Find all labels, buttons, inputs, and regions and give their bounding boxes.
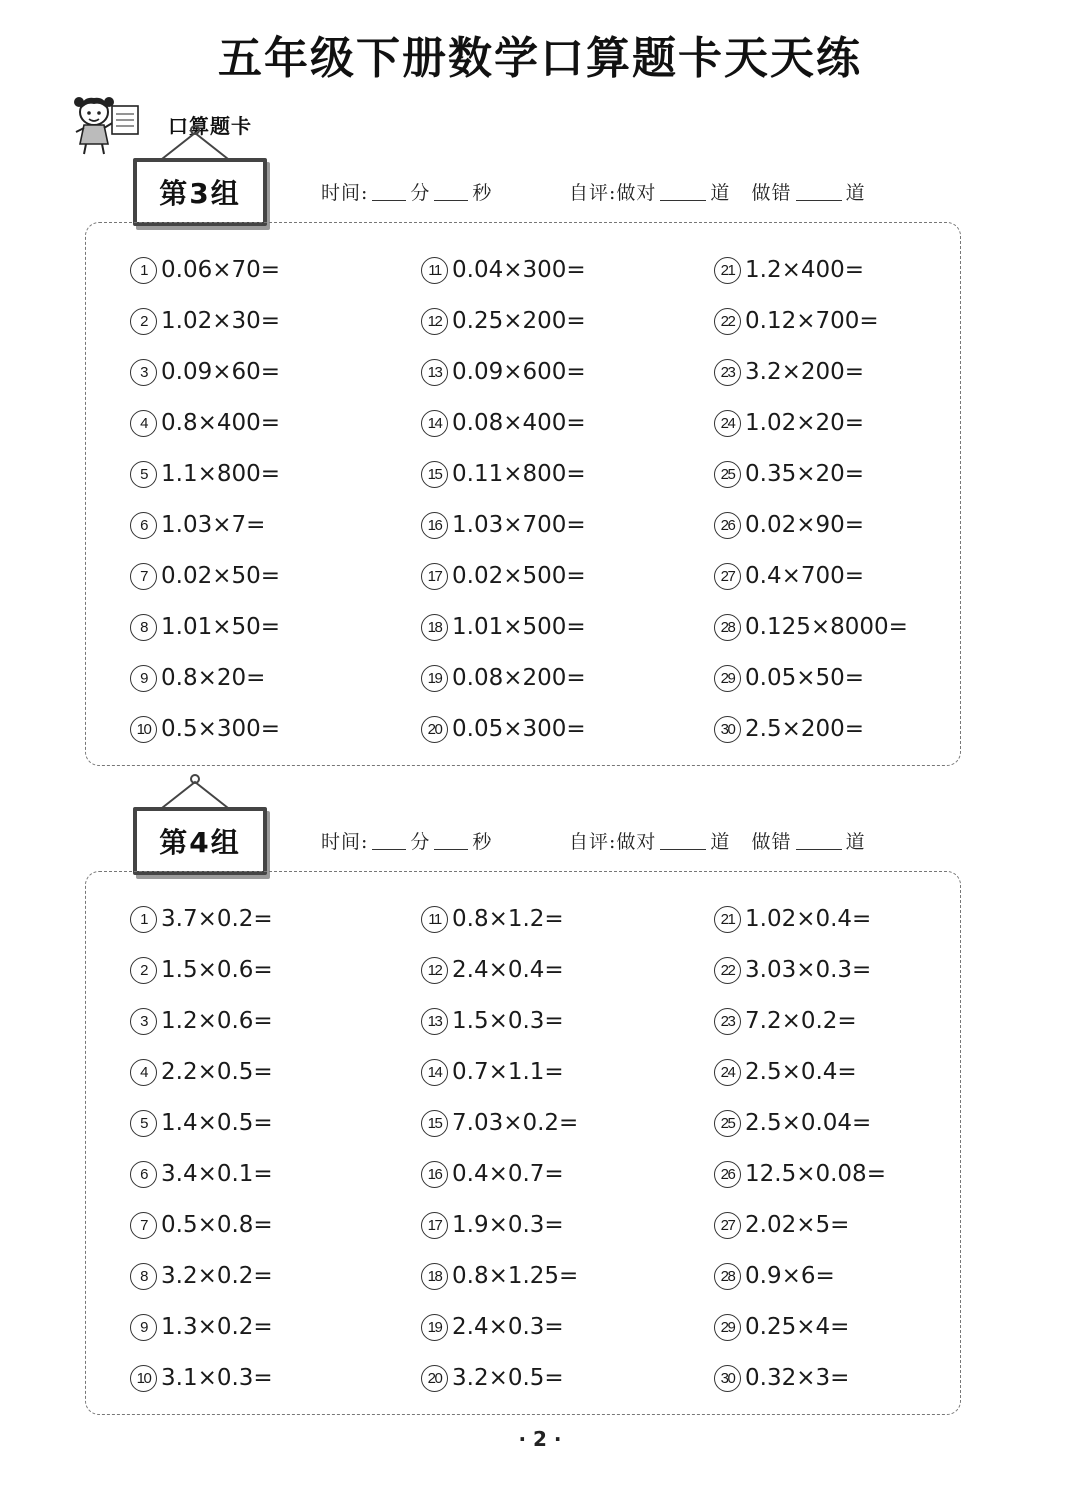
problem-item xyxy=(421,558,586,594)
problem-expression: 3.7×0.2= xyxy=(161,906,273,932)
problem-item xyxy=(421,609,586,645)
problem-number: 18 xyxy=(421,1263,448,1290)
problem-expression: 0.09×600= xyxy=(452,359,586,385)
problem-expression: 1.9×0.3= xyxy=(452,1212,564,1238)
problem-number: 3 xyxy=(130,1008,157,1035)
problem-item xyxy=(714,1156,886,1192)
problem-expression: 0.32×3= xyxy=(745,1365,850,1391)
problem-item xyxy=(714,252,864,288)
problem-item xyxy=(714,1105,871,1141)
problem-item xyxy=(130,405,280,441)
problem-number: 28 xyxy=(714,1263,741,1290)
minutes-blank[interactable] xyxy=(372,182,406,201)
problem-item xyxy=(714,405,864,441)
problem-expression: 0.8×1.2= xyxy=(452,906,564,932)
problem-number: 29 xyxy=(714,1314,741,1341)
problem-expression: 3.03×0.3= xyxy=(745,957,872,983)
problem-number: 21 xyxy=(714,257,741,284)
problem-expression: 0.05×300= xyxy=(452,716,586,742)
problem-expression: 0.08×400= xyxy=(452,410,586,436)
page-title: 五年级下册数学口算题卡天天练 xyxy=(218,33,862,84)
seconds-blank[interactable] xyxy=(434,182,468,201)
problem-expression: 3.4×0.1= xyxy=(161,1161,273,1187)
problem-number: 21 xyxy=(714,906,741,933)
problem-number: 8 xyxy=(130,614,157,641)
problem-number: 15 xyxy=(421,1110,448,1137)
problem-number: 10 xyxy=(130,716,157,743)
problem-item xyxy=(130,609,280,645)
problem-expression: 0.04×300= xyxy=(452,257,586,283)
problem-expression: 2.02×5= xyxy=(745,1212,850,1238)
problem-item xyxy=(130,456,280,492)
problem-expression: 2.4×0.4= xyxy=(452,957,564,983)
problem-number: 14 xyxy=(421,410,448,437)
problem-item xyxy=(421,1309,564,1345)
problem-item xyxy=(130,1003,273,1039)
problem-expression: 1.5×0.3= xyxy=(452,1008,564,1034)
problem-expression: 0.25×4= xyxy=(745,1314,850,1340)
problem-expression: 0.8×400= xyxy=(161,410,281,436)
problem-item xyxy=(130,1360,273,1396)
problem-expression: 1.4×0.5= xyxy=(161,1110,273,1136)
problem-number: 5 xyxy=(130,461,157,488)
problem-item xyxy=(130,1156,273,1192)
problem-number: 6 xyxy=(130,512,157,539)
problem-expression: 12.5×0.08= xyxy=(745,1161,886,1187)
problem-item xyxy=(421,1003,564,1039)
problem-item xyxy=(130,1207,273,1243)
group-4-section xyxy=(0,799,1080,1419)
problem-number: 11 xyxy=(421,906,448,933)
problem-expression: 0.08×200= xyxy=(452,665,586,691)
problem-number: 14 xyxy=(421,1059,448,1086)
problem-expression: 0.4×0.7= xyxy=(452,1161,564,1187)
problem-number: 25 xyxy=(714,461,741,488)
problem-item xyxy=(714,901,871,937)
problem-item xyxy=(130,303,280,339)
problem-number: 9 xyxy=(130,665,157,692)
problem-number: 11 xyxy=(421,257,448,284)
problem-expression: 1.02×30= xyxy=(161,308,281,334)
problem-expression: 0.8×20= xyxy=(161,665,266,691)
problem-expression: 0.5×300= xyxy=(161,716,281,742)
problem-number: 2 xyxy=(130,308,157,335)
problem-expression: 0.05×50= xyxy=(745,665,865,691)
problem-item xyxy=(714,1207,849,1243)
problem-expression: 0.7×1.1= xyxy=(452,1059,564,1085)
problem-expression: 1.1×800= xyxy=(161,461,281,487)
problem-expression: 1.02×20= xyxy=(745,410,865,436)
problem-number: 19 xyxy=(421,665,448,692)
problem-number: 28 xyxy=(714,614,741,641)
problem-number: 27 xyxy=(714,563,741,590)
problem-number: 13 xyxy=(421,359,448,386)
problem-number: 30 xyxy=(714,716,741,743)
problem-expression: 1.03×7= xyxy=(161,512,266,538)
problem-item xyxy=(421,405,586,441)
problem-item xyxy=(130,507,265,543)
problem-number: 10 xyxy=(130,1365,157,1392)
wrong-count-blank[interactable] xyxy=(796,831,842,850)
problem-item xyxy=(130,901,273,937)
wrong-count-blank[interactable] xyxy=(796,182,842,201)
problem-item xyxy=(130,558,280,594)
time-record: 时间: 分 秒 xyxy=(321,831,493,853)
self-evaluation: 自评:做对 道 做错 道 xyxy=(569,831,866,853)
problem-item xyxy=(714,660,864,696)
problem-number: 7 xyxy=(130,1212,157,1239)
problem-item xyxy=(130,711,280,747)
problem-number: 30 xyxy=(714,1365,741,1392)
problem-expression: 3.2×0.5= xyxy=(452,1365,564,1391)
problem-item xyxy=(130,252,280,288)
problem-item xyxy=(421,252,586,288)
problem-number: 26 xyxy=(714,512,741,539)
problem-number: 20 xyxy=(421,716,448,743)
problem-number: 12 xyxy=(421,957,448,984)
problem-number: 16 xyxy=(421,1161,448,1188)
problem-expression: 2.5×0.4= xyxy=(745,1059,857,1085)
problem-item xyxy=(421,354,586,390)
problem-number: 24 xyxy=(714,1059,741,1086)
problem-number: 19 xyxy=(421,1314,448,1341)
problem-expression: 0.02×500= xyxy=(452,563,586,589)
problem-expression: 7.2×0.2= xyxy=(745,1008,857,1034)
self-evaluation: 自评:做对 道 做错 道 xyxy=(569,182,866,204)
problem-item xyxy=(421,456,586,492)
problem-number: 3 xyxy=(130,359,157,386)
problem-number: 22 xyxy=(714,957,741,984)
problem-number: 23 xyxy=(714,1008,741,1035)
minutes-blank[interactable] xyxy=(372,831,406,850)
problem-expression: 2.5×0.04= xyxy=(745,1110,872,1136)
problem-number: 2 xyxy=(130,957,157,984)
problem-number: 7 xyxy=(130,563,157,590)
problem-number: 1 xyxy=(130,906,157,933)
problem-item xyxy=(421,1258,578,1294)
problem-expression: 0.25×200= xyxy=(452,308,586,334)
problem-number: 4 xyxy=(130,1059,157,1086)
problem-number: 17 xyxy=(421,563,448,590)
problem-expression: 1.01×50= xyxy=(161,614,281,640)
problem-item xyxy=(421,1360,564,1396)
problem-expression: 0.5×0.8= xyxy=(161,1212,273,1238)
problem-item xyxy=(130,1105,273,1141)
problem-item xyxy=(714,558,864,594)
problem-item xyxy=(421,1054,564,1090)
problem-number: 1 xyxy=(130,257,157,284)
problem-expression: 3.1×0.3= xyxy=(161,1365,273,1391)
group-3-section xyxy=(0,150,1080,770)
problem-item xyxy=(714,1258,835,1294)
problem-number: 25 xyxy=(714,1110,741,1137)
problem-expression: 0.02×50= xyxy=(161,563,281,589)
problem-number: 23 xyxy=(714,359,741,386)
problem-item xyxy=(421,660,586,696)
problem-item xyxy=(130,952,273,988)
page-number: · 2 · xyxy=(518,1427,562,1451)
correct-count-blank[interactable] xyxy=(660,831,706,850)
problem-item xyxy=(714,303,879,339)
problem-expression: 1.2×400= xyxy=(745,257,865,283)
problem-expression: 2.2×0.5= xyxy=(161,1059,273,1085)
problem-number: 16 xyxy=(421,512,448,539)
problem-item xyxy=(130,1309,273,1345)
problem-number: 26 xyxy=(714,1161,741,1188)
problem-item xyxy=(421,1207,564,1243)
time-record: 时间: 分 秒 xyxy=(321,182,493,204)
problem-expression: 0.02×90= xyxy=(745,512,865,538)
problem-item xyxy=(421,901,564,937)
problem-item xyxy=(714,711,864,747)
problem-expression: 0.35×20= xyxy=(745,461,865,487)
card-label: 口算题卡 xyxy=(168,114,252,138)
problem-item xyxy=(714,609,908,645)
problem-number: 20 xyxy=(421,1365,448,1392)
problem-item xyxy=(714,1309,849,1345)
problem-number: 5 xyxy=(130,1110,157,1137)
problem-expression: 3.2×200= xyxy=(745,359,865,385)
problem-item xyxy=(421,1105,578,1141)
problem-item xyxy=(421,952,564,988)
problem-number: 24 xyxy=(714,410,741,437)
problem-number: 15 xyxy=(421,461,448,488)
problem-expression: 7.03×0.2= xyxy=(452,1110,579,1136)
problem-item xyxy=(130,660,265,696)
problem-item xyxy=(421,711,586,747)
problem-expression: 0.11×800= xyxy=(452,461,586,487)
problem-expression: 3.2×0.2= xyxy=(161,1263,273,1289)
problem-number: 4 xyxy=(130,410,157,437)
problem-number: 9 xyxy=(130,1314,157,1341)
problem-item xyxy=(714,507,864,543)
problem-item xyxy=(714,1360,849,1396)
problem-expression: 0.09×60= xyxy=(161,359,281,385)
problem-expression: 1.01×500= xyxy=(452,614,586,640)
problem-expression: 0.125×8000= xyxy=(745,614,908,640)
problem-item xyxy=(714,1003,857,1039)
problem-item xyxy=(714,952,871,988)
problem-number: 8 xyxy=(130,1263,157,1290)
problem-expression: 0.4×700= xyxy=(745,563,865,589)
problem-item xyxy=(421,303,586,339)
problem-item xyxy=(714,1054,857,1090)
problem-expression: 2.4×0.3= xyxy=(452,1314,564,1340)
problem-number: 29 xyxy=(714,665,741,692)
problem-item xyxy=(130,354,280,390)
problem-expression: 0.8×1.25= xyxy=(452,1263,579,1289)
problem-expression: 0.12×700= xyxy=(745,308,879,334)
problem-number: 6 xyxy=(130,1161,157,1188)
group-label: 第3组 xyxy=(133,158,267,226)
problem-expression: 1.2×0.6= xyxy=(161,1008,273,1034)
problem-item xyxy=(130,1054,273,1090)
problem-expression: 0.06×70= xyxy=(161,257,281,283)
problem-expression: 2.5×200= xyxy=(745,716,865,742)
problem-item xyxy=(421,1156,564,1192)
problem-number: 12 xyxy=(421,308,448,335)
problem-item xyxy=(130,1258,273,1294)
problem-item xyxy=(714,354,864,390)
problem-expression: 0.9×6= xyxy=(745,1263,835,1289)
problem-expression: 1.3×0.2= xyxy=(161,1314,273,1340)
problem-number: 22 xyxy=(714,308,741,335)
problem-expression: 1.02×0.4= xyxy=(745,906,872,932)
problem-item xyxy=(714,456,864,492)
problem-number: 17 xyxy=(421,1212,448,1239)
group-label: 第4组 xyxy=(133,807,267,875)
problem-expression: 1.5×0.6= xyxy=(161,957,273,983)
problem-expression: 1.03×700= xyxy=(452,512,586,538)
mascot-girl-icon xyxy=(68,92,148,158)
problem-number: 13 xyxy=(421,1008,448,1035)
problem-number: 18 xyxy=(421,614,448,641)
seconds-blank[interactable] xyxy=(434,831,468,850)
correct-count-blank[interactable] xyxy=(660,182,706,201)
problem-number: 27 xyxy=(714,1212,741,1239)
problem-item xyxy=(421,507,586,543)
